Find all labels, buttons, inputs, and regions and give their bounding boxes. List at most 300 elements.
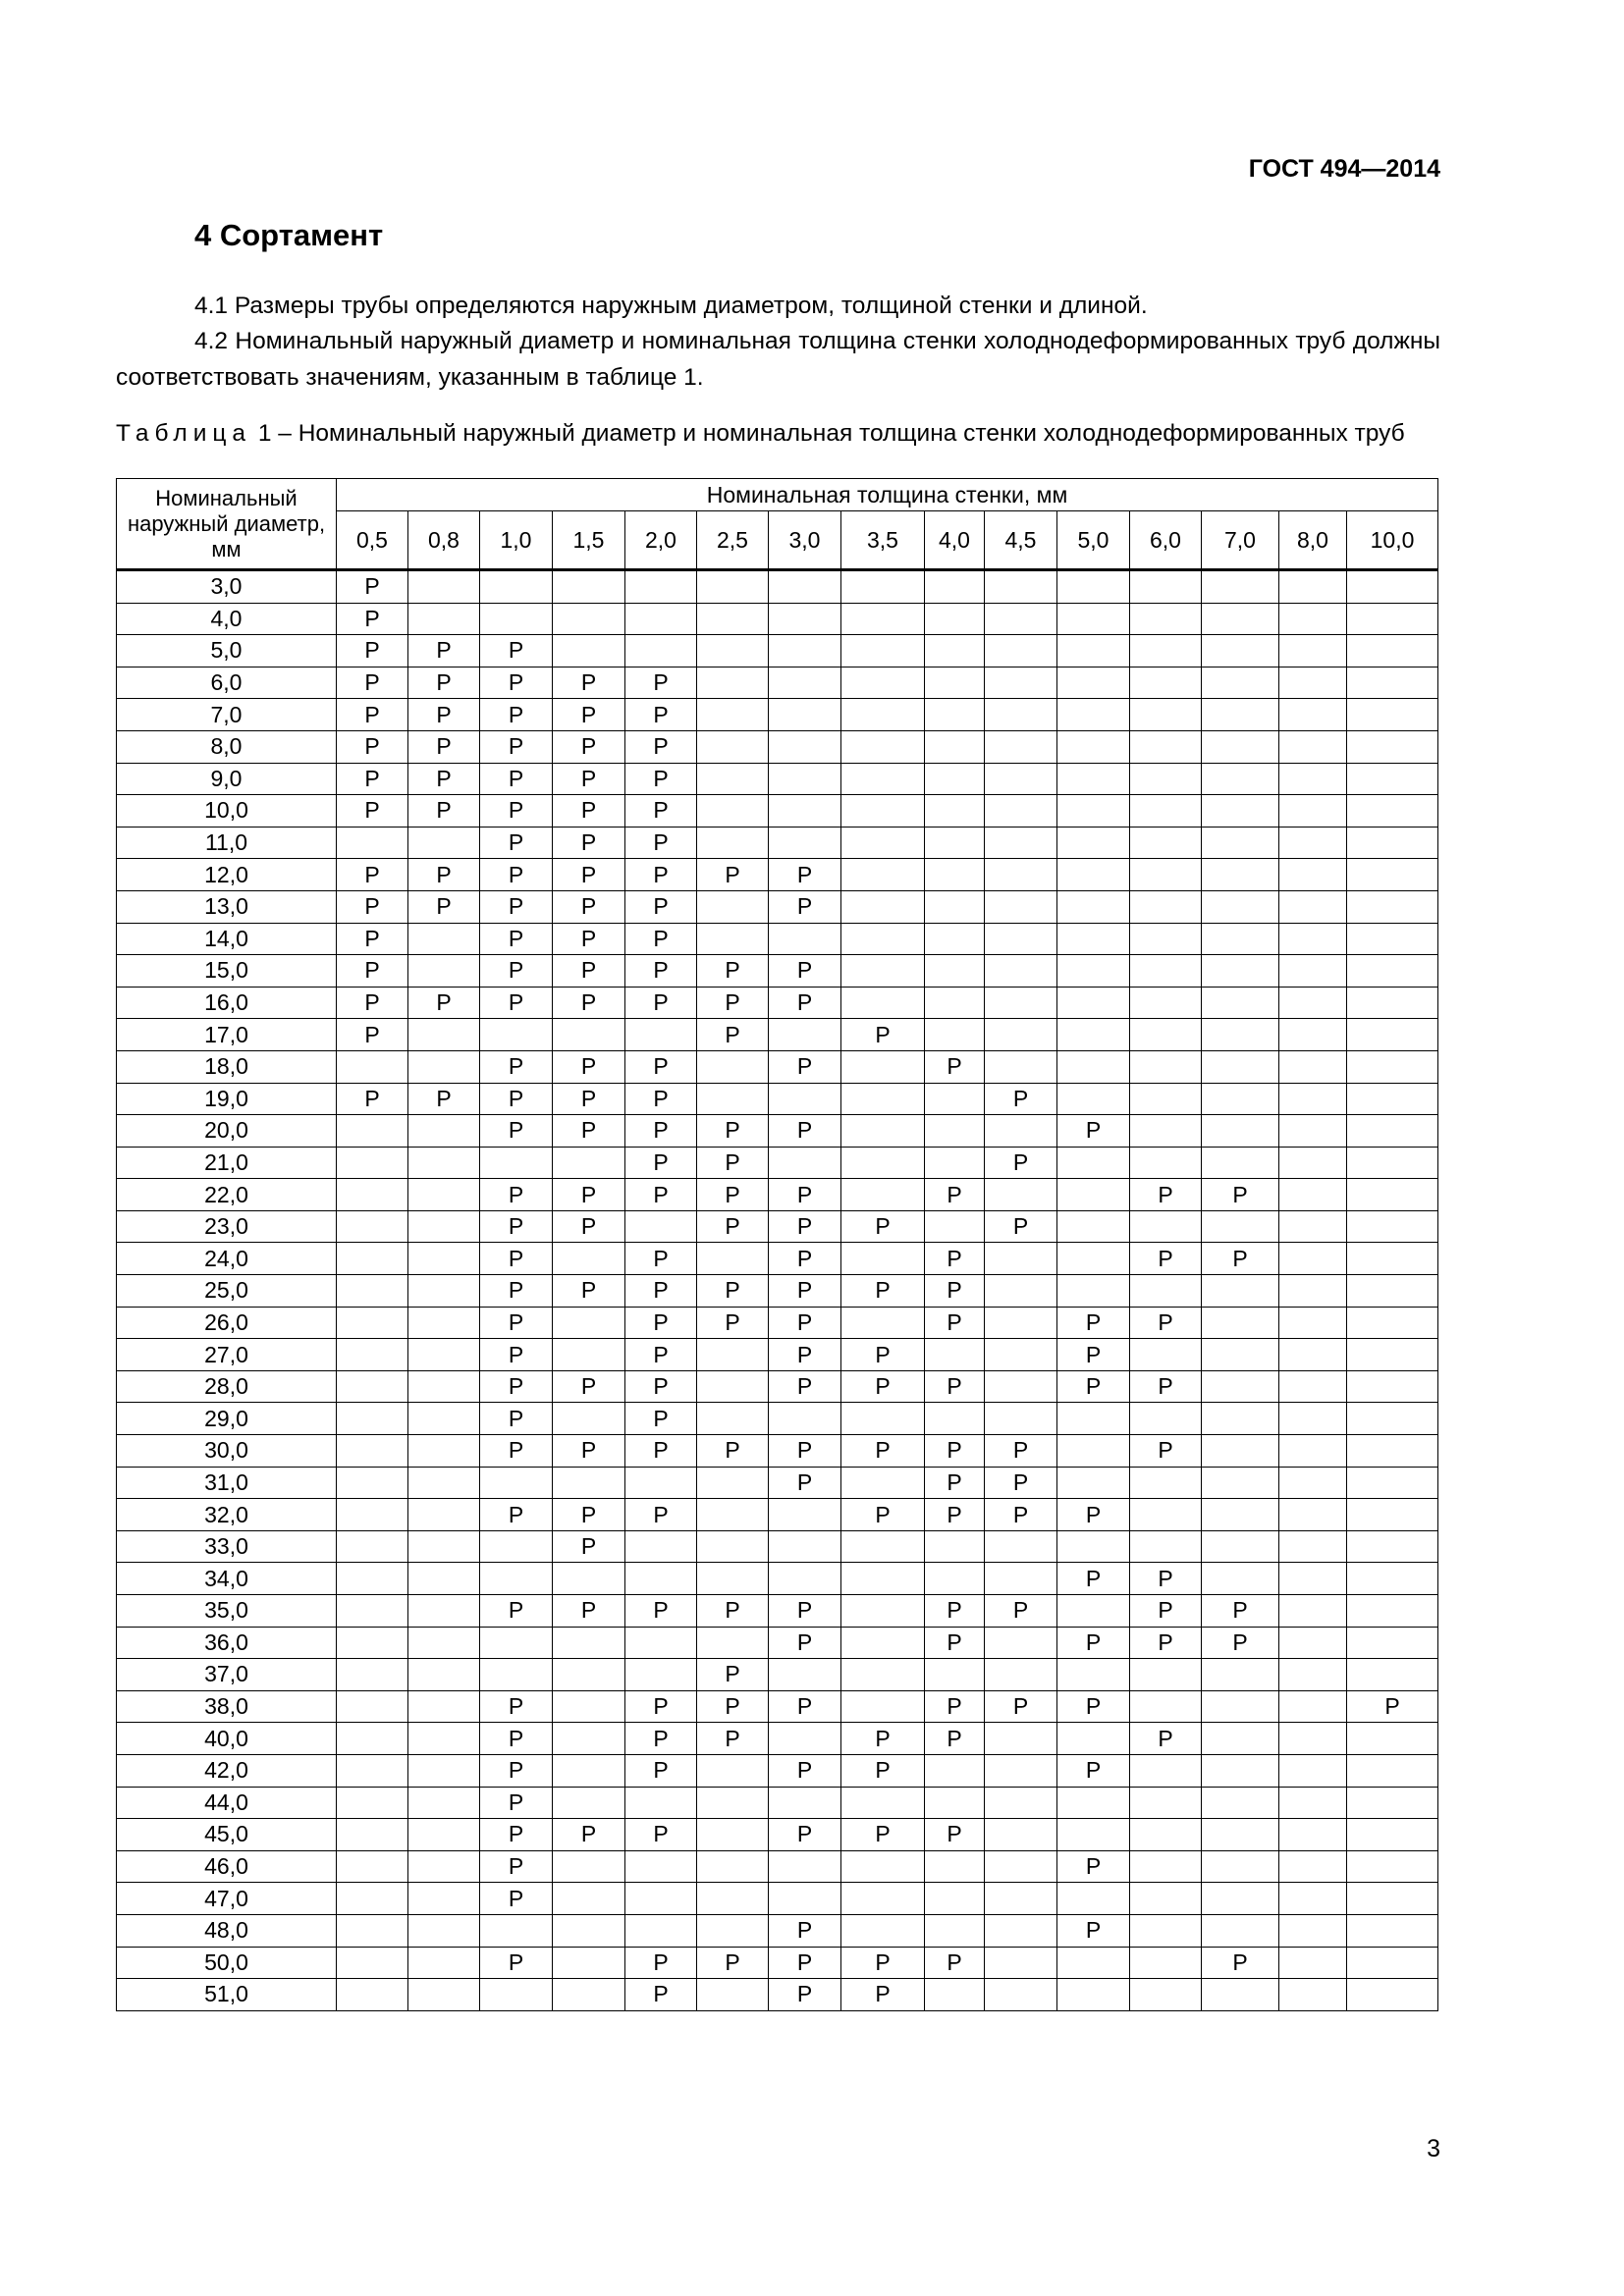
mark-cell — [408, 1850, 480, 1883]
diameter-cell: 10,0 — [117, 795, 337, 828]
mark-cell — [1279, 603, 1347, 635]
mark-cell — [337, 827, 408, 859]
mark-cell — [1130, 1467, 1202, 1499]
header-thickness-10: 5,0 — [1057, 511, 1130, 570]
mark-cell — [408, 955, 480, 988]
mark-cell — [841, 1627, 925, 1659]
mark-cell: Р — [925, 1947, 985, 1979]
mark-cell — [553, 570, 625, 604]
mark-cell — [985, 1370, 1057, 1403]
mark-cell — [337, 1947, 408, 1979]
mark-cell: Р — [1057, 1690, 1130, 1723]
mark-cell — [480, 1530, 553, 1563]
mark-cell — [1202, 1403, 1279, 1435]
mark-cell — [1347, 1883, 1438, 1915]
mark-cell: Р — [697, 1147, 769, 1179]
mark-cell: Р — [1057, 1850, 1130, 1883]
mark-cell: Р — [480, 1307, 553, 1339]
mark-cell — [480, 1659, 553, 1691]
mark-cell — [841, 1179, 925, 1211]
mark-cell — [1202, 859, 1279, 891]
mark-cell — [925, 603, 985, 635]
mark-cell — [480, 603, 553, 635]
mark-cell — [1347, 987, 1438, 1019]
mark-cell — [925, 795, 985, 828]
mark-cell — [1279, 890, 1347, 923]
mark-cell — [1057, 987, 1130, 1019]
mark-cell — [925, 635, 985, 667]
mark-cell: Р — [769, 1115, 841, 1148]
mark-cell: Р — [480, 1083, 553, 1115]
table-row — [117, 1083, 1438, 1115]
mark-cell — [1057, 1530, 1130, 1563]
mark-cell: Р — [1057, 1754, 1130, 1787]
mark-cell: Р — [553, 1050, 625, 1083]
mark-cell: Р — [769, 1050, 841, 1083]
mark-cell: Р — [553, 1210, 625, 1243]
mark-cell — [408, 1467, 480, 1499]
mark-cell — [925, 667, 985, 699]
mark-cell: Р — [1057, 1115, 1130, 1148]
mark-cell: Р — [925, 1723, 985, 1755]
mark-cell: Р — [553, 1819, 625, 1851]
mark-cell: Р — [480, 1947, 553, 1979]
mark-cell: Р — [553, 1595, 625, 1628]
header-thickness-2: 1,0 — [480, 511, 553, 570]
mark-cell — [925, 827, 985, 859]
mark-cell: Р — [408, 730, 480, 763]
mark-cell — [841, 763, 925, 795]
mark-cell: Р — [337, 667, 408, 699]
mark-cell — [985, 667, 1057, 699]
mark-cell — [1057, 635, 1130, 667]
mark-cell — [985, 1403, 1057, 1435]
mark-cell — [1202, 570, 1279, 604]
header-thickness-8: 4,0 — [925, 511, 985, 570]
table-row — [117, 1210, 1438, 1243]
mark-cell — [697, 1787, 769, 1819]
mark-cell — [1347, 955, 1438, 988]
table-row — [117, 1595, 1438, 1628]
mark-cell — [769, 570, 841, 604]
mark-cell: Р — [480, 1370, 553, 1403]
mark-cell — [697, 1083, 769, 1115]
mark-cell — [697, 1339, 769, 1371]
table-row — [117, 1147, 1438, 1179]
mark-cell: Р — [480, 699, 553, 731]
mark-cell: Р — [337, 730, 408, 763]
mark-cell — [1057, 1435, 1130, 1468]
document-code: ГОСТ 494—2014 — [1248, 155, 1440, 183]
mark-cell — [1130, 1499, 1202, 1531]
mark-cell — [769, 923, 841, 955]
mark-cell — [1130, 1210, 1202, 1243]
mark-cell — [841, 1787, 925, 1819]
mark-cell — [1347, 1659, 1438, 1691]
mark-cell — [925, 1850, 985, 1883]
header-thickness-5: 2,5 — [697, 511, 769, 570]
mark-cell — [841, 667, 925, 699]
mark-cell — [925, 859, 985, 891]
table-row — [117, 1690, 1438, 1723]
mark-cell: Р — [841, 1499, 925, 1531]
header-thickness-4: 2,0 — [625, 511, 697, 570]
mark-cell: Р — [697, 1019, 769, 1051]
mark-cell — [553, 1723, 625, 1755]
mark-cell — [1057, 1050, 1130, 1083]
mark-cell — [1279, 1147, 1347, 1179]
mark-cell — [337, 1370, 408, 1403]
mark-cell — [408, 1210, 480, 1243]
diameter-cell: 44,0 — [117, 1787, 337, 1819]
table-caption-prefix: Таблица — [116, 420, 252, 447]
mark-cell — [841, 570, 925, 604]
mark-cell — [697, 1370, 769, 1403]
mark-cell: Р — [408, 795, 480, 828]
mark-cell — [1130, 1275, 1202, 1308]
mark-cell — [1130, 1403, 1202, 1435]
mark-cell — [1347, 1819, 1438, 1851]
mark-cell — [337, 1147, 408, 1179]
mark-cell: Р — [553, 890, 625, 923]
mark-cell — [553, 1883, 625, 1915]
mark-cell — [1347, 1050, 1438, 1083]
mark-cell — [553, 1914, 625, 1947]
mark-cell — [1130, 859, 1202, 891]
mark-cell — [841, 1563, 925, 1595]
mark-cell — [553, 1467, 625, 1499]
diameter-cell: 32,0 — [117, 1499, 337, 1531]
mark-cell — [1130, 763, 1202, 795]
mark-cell — [1202, 1275, 1279, 1308]
mark-cell — [925, 1019, 985, 1051]
mark-cell — [1347, 827, 1438, 859]
mark-cell — [1279, 1499, 1347, 1531]
mark-cell — [553, 1947, 625, 1979]
mark-cell — [1279, 1723, 1347, 1755]
mark-cell — [1279, 1659, 1347, 1691]
mark-cell — [1130, 955, 1202, 988]
mark-cell — [697, 1914, 769, 1947]
mark-cell — [1202, 763, 1279, 795]
mark-cell — [769, 827, 841, 859]
mark-cell — [769, 1850, 841, 1883]
mark-cell — [697, 1883, 769, 1915]
mark-cell: Р — [480, 1210, 553, 1243]
mark-cell: Р — [1057, 1563, 1130, 1595]
mark-cell — [1347, 1499, 1438, 1531]
diameter-cell: 21,0 — [117, 1147, 337, 1179]
mark-cell — [1279, 1179, 1347, 1211]
page-number: 3 — [1427, 2135, 1440, 2163]
mark-cell — [1130, 1914, 1202, 1947]
mark-cell — [1130, 1690, 1202, 1723]
mark-cell — [1130, 1850, 1202, 1883]
mark-cell — [1057, 795, 1130, 828]
mark-cell: Р — [408, 667, 480, 699]
mark-cell — [1057, 1659, 1130, 1691]
mark-cell — [1279, 1690, 1347, 1723]
mark-cell: Р — [553, 1083, 625, 1115]
mark-cell — [553, 1690, 625, 1723]
mark-cell — [1202, 1883, 1279, 1915]
mark-cell — [480, 1627, 553, 1659]
mark-cell: Р — [841, 1275, 925, 1308]
mark-cell — [553, 1147, 625, 1179]
mark-cell: Р — [697, 1115, 769, 1148]
mark-cell: Р — [1202, 1595, 1279, 1628]
mark-cell: Р — [769, 955, 841, 988]
mark-cell: Р — [553, 987, 625, 1019]
mark-cell — [408, 1723, 480, 1755]
mark-cell: Р — [985, 1467, 1057, 1499]
mark-cell — [841, 1530, 925, 1563]
mark-cell: Р — [337, 699, 408, 731]
mark-cell — [1202, 667, 1279, 699]
diameter-cell: 28,0 — [117, 1370, 337, 1403]
mark-cell — [1202, 1850, 1279, 1883]
mark-cell — [1130, 1050, 1202, 1083]
table-row — [117, 859, 1438, 891]
mark-cell — [985, 1563, 1057, 1595]
mark-cell — [1279, 667, 1347, 699]
mark-cell — [625, 1883, 697, 1915]
mark-cell — [1347, 1563, 1438, 1595]
mark-cell — [769, 1659, 841, 1691]
mark-cell — [1347, 1243, 1438, 1275]
mark-cell — [925, 987, 985, 1019]
mark-cell — [1279, 570, 1347, 604]
mark-cell — [1347, 1530, 1438, 1563]
mark-cell — [1202, 730, 1279, 763]
mark-cell — [625, 635, 697, 667]
header-thickness-14: 10,0 — [1347, 511, 1438, 570]
mark-cell — [769, 795, 841, 828]
mark-cell: Р — [769, 1690, 841, 1723]
table-row — [117, 1659, 1438, 1691]
mark-cell — [1130, 1787, 1202, 1819]
mark-cell: Р — [1130, 1307, 1202, 1339]
mark-cell: Р — [985, 1499, 1057, 1531]
mark-cell — [1279, 635, 1347, 667]
mark-cell — [408, 1627, 480, 1659]
mark-cell: Р — [841, 1979, 925, 2011]
mark-cell — [697, 570, 769, 604]
mark-cell — [408, 1147, 480, 1179]
table-row — [117, 1115, 1438, 1148]
header-diameter: Номинальный наружный диаметр, мм — [117, 479, 337, 570]
mark-cell: Р — [625, 1243, 697, 1275]
diameter-cell: 35,0 — [117, 1595, 337, 1628]
mark-cell — [553, 1979, 625, 2011]
mark-cell — [1279, 1787, 1347, 1819]
mark-cell — [337, 1914, 408, 1947]
mark-cell — [697, 667, 769, 699]
mark-cell — [337, 1819, 408, 1851]
mark-cell — [1202, 635, 1279, 667]
diameter-cell: 40,0 — [117, 1723, 337, 1755]
mark-cell — [553, 1627, 625, 1659]
mark-cell — [1347, 1787, 1438, 1819]
mark-cell — [1202, 827, 1279, 859]
mark-cell — [337, 1595, 408, 1628]
mark-cell — [1202, 1690, 1279, 1723]
mark-cell: Р — [769, 1210, 841, 1243]
mark-cell — [1347, 1627, 1438, 1659]
mark-cell: Р — [985, 1595, 1057, 1628]
mark-cell: Р — [625, 699, 697, 731]
mark-cell — [625, 1787, 697, 1819]
mark-cell — [1130, 1883, 1202, 1915]
table-row — [117, 955, 1438, 988]
table-row — [117, 923, 1438, 955]
mark-cell — [1279, 1435, 1347, 1468]
table-row — [117, 1403, 1438, 1435]
mark-cell — [408, 1019, 480, 1051]
mark-cell — [769, 1147, 841, 1179]
mark-cell: Р — [769, 1275, 841, 1308]
table-row — [117, 1627, 1438, 1659]
mark-cell: Р — [337, 955, 408, 988]
diameter-cell: 29,0 — [117, 1403, 337, 1435]
diameter-cell: 14,0 — [117, 923, 337, 955]
mark-cell — [553, 1339, 625, 1371]
mark-cell — [925, 1530, 985, 1563]
mark-cell — [769, 1019, 841, 1051]
diameter-cell: 36,0 — [117, 1627, 337, 1659]
table-row — [117, 1563, 1438, 1595]
mark-cell — [1057, 603, 1130, 635]
table-row — [117, 1947, 1438, 1979]
mark-cell — [1202, 1914, 1279, 1947]
diameter-cell: 22,0 — [117, 1179, 337, 1211]
diameter-cell: 17,0 — [117, 1019, 337, 1051]
mark-cell — [625, 570, 697, 604]
mark-cell: Р — [625, 1819, 697, 1851]
mark-cell: Р — [553, 1530, 625, 1563]
mark-cell — [1347, 603, 1438, 635]
mark-cell — [625, 1019, 697, 1051]
mark-cell — [337, 1690, 408, 1723]
diameter-cell: 11,0 — [117, 827, 337, 859]
mark-cell — [1202, 987, 1279, 1019]
mark-cell — [1202, 1019, 1279, 1051]
mark-cell: Р — [480, 1050, 553, 1083]
mark-cell — [841, 1690, 925, 1723]
mark-cell — [1347, 1083, 1438, 1115]
mark-cell — [841, 1147, 925, 1179]
mark-cell: Р — [697, 1435, 769, 1468]
mark-cell: Р — [408, 859, 480, 891]
mark-cell: Р — [1202, 1179, 1279, 1211]
mark-cell — [841, 635, 925, 667]
mark-cell — [841, 1850, 925, 1883]
mark-cell: Р — [553, 730, 625, 763]
mark-cell: Р — [625, 730, 697, 763]
table-row — [117, 763, 1438, 795]
mark-cell — [408, 1595, 480, 1628]
mark-cell — [985, 1050, 1057, 1083]
mark-cell — [1347, 1275, 1438, 1308]
mark-cell — [985, 955, 1057, 988]
mark-cell: Р — [553, 827, 625, 859]
mark-cell — [1279, 1083, 1347, 1115]
mark-cell — [553, 1754, 625, 1787]
mark-cell: Р — [408, 890, 480, 923]
mark-cell — [697, 1530, 769, 1563]
mark-cell — [925, 923, 985, 955]
mark-cell — [1347, 730, 1438, 763]
table-caption — [116, 416, 1440, 451]
mark-cell — [769, 1530, 841, 1563]
mark-cell — [985, 1307, 1057, 1339]
mark-cell — [697, 1563, 769, 1595]
mark-cell — [553, 1787, 625, 1819]
table-row — [117, 1914, 1438, 1947]
mark-cell — [1202, 890, 1279, 923]
mark-cell — [337, 1530, 408, 1563]
mark-cell: Р — [553, 1499, 625, 1531]
mark-cell — [985, 1850, 1057, 1883]
mark-cell — [1279, 923, 1347, 955]
mark-cell — [1057, 859, 1130, 891]
mark-cell — [408, 1370, 480, 1403]
mark-cell — [1347, 923, 1438, 955]
mark-cell — [985, 730, 1057, 763]
diameter-cell: 38,0 — [117, 1690, 337, 1723]
mark-cell: Р — [925, 1307, 985, 1339]
mark-cell — [985, 827, 1057, 859]
mark-cell — [1347, 1914, 1438, 1947]
mark-cell: Р — [925, 1499, 985, 1531]
mark-cell — [841, 859, 925, 891]
diameter-cell: 3,0 — [117, 570, 337, 604]
diameter-cell: 51,0 — [117, 1979, 337, 2011]
mark-cell: Р — [925, 1595, 985, 1628]
mark-cell — [1057, 730, 1130, 763]
mark-cell — [1279, 1403, 1347, 1435]
table-row — [117, 1530, 1438, 1563]
mark-cell — [337, 1243, 408, 1275]
mark-cell — [480, 1467, 553, 1499]
mark-cell — [841, 1307, 925, 1339]
mark-cell — [1347, 667, 1438, 699]
mark-cell: Р — [480, 1883, 553, 1915]
diameter-cell: 37,0 — [117, 1659, 337, 1691]
mark-cell — [1347, 1210, 1438, 1243]
mark-cell — [1130, 1339, 1202, 1371]
mark-cell: Р — [625, 1979, 697, 2011]
mark-cell — [1347, 1339, 1438, 1371]
mark-cell — [1130, 890, 1202, 923]
mark-cell: Р — [769, 859, 841, 891]
mark-cell — [1202, 1530, 1279, 1563]
table-row — [117, 890, 1438, 923]
mark-cell — [408, 1115, 480, 1148]
mark-cell — [985, 1339, 1057, 1371]
mark-cell — [1130, 1019, 1202, 1051]
mark-cell — [1202, 1563, 1279, 1595]
mark-cell — [1279, 795, 1347, 828]
mark-cell — [841, 730, 925, 763]
mark-cell — [697, 1819, 769, 1851]
mark-cell — [925, 1115, 985, 1148]
mark-cell: Р — [625, 1403, 697, 1435]
mark-cell — [1202, 1147, 1279, 1179]
mark-cell — [1202, 699, 1279, 731]
diameter-cell: 33,0 — [117, 1530, 337, 1563]
table-row — [117, 1050, 1438, 1083]
